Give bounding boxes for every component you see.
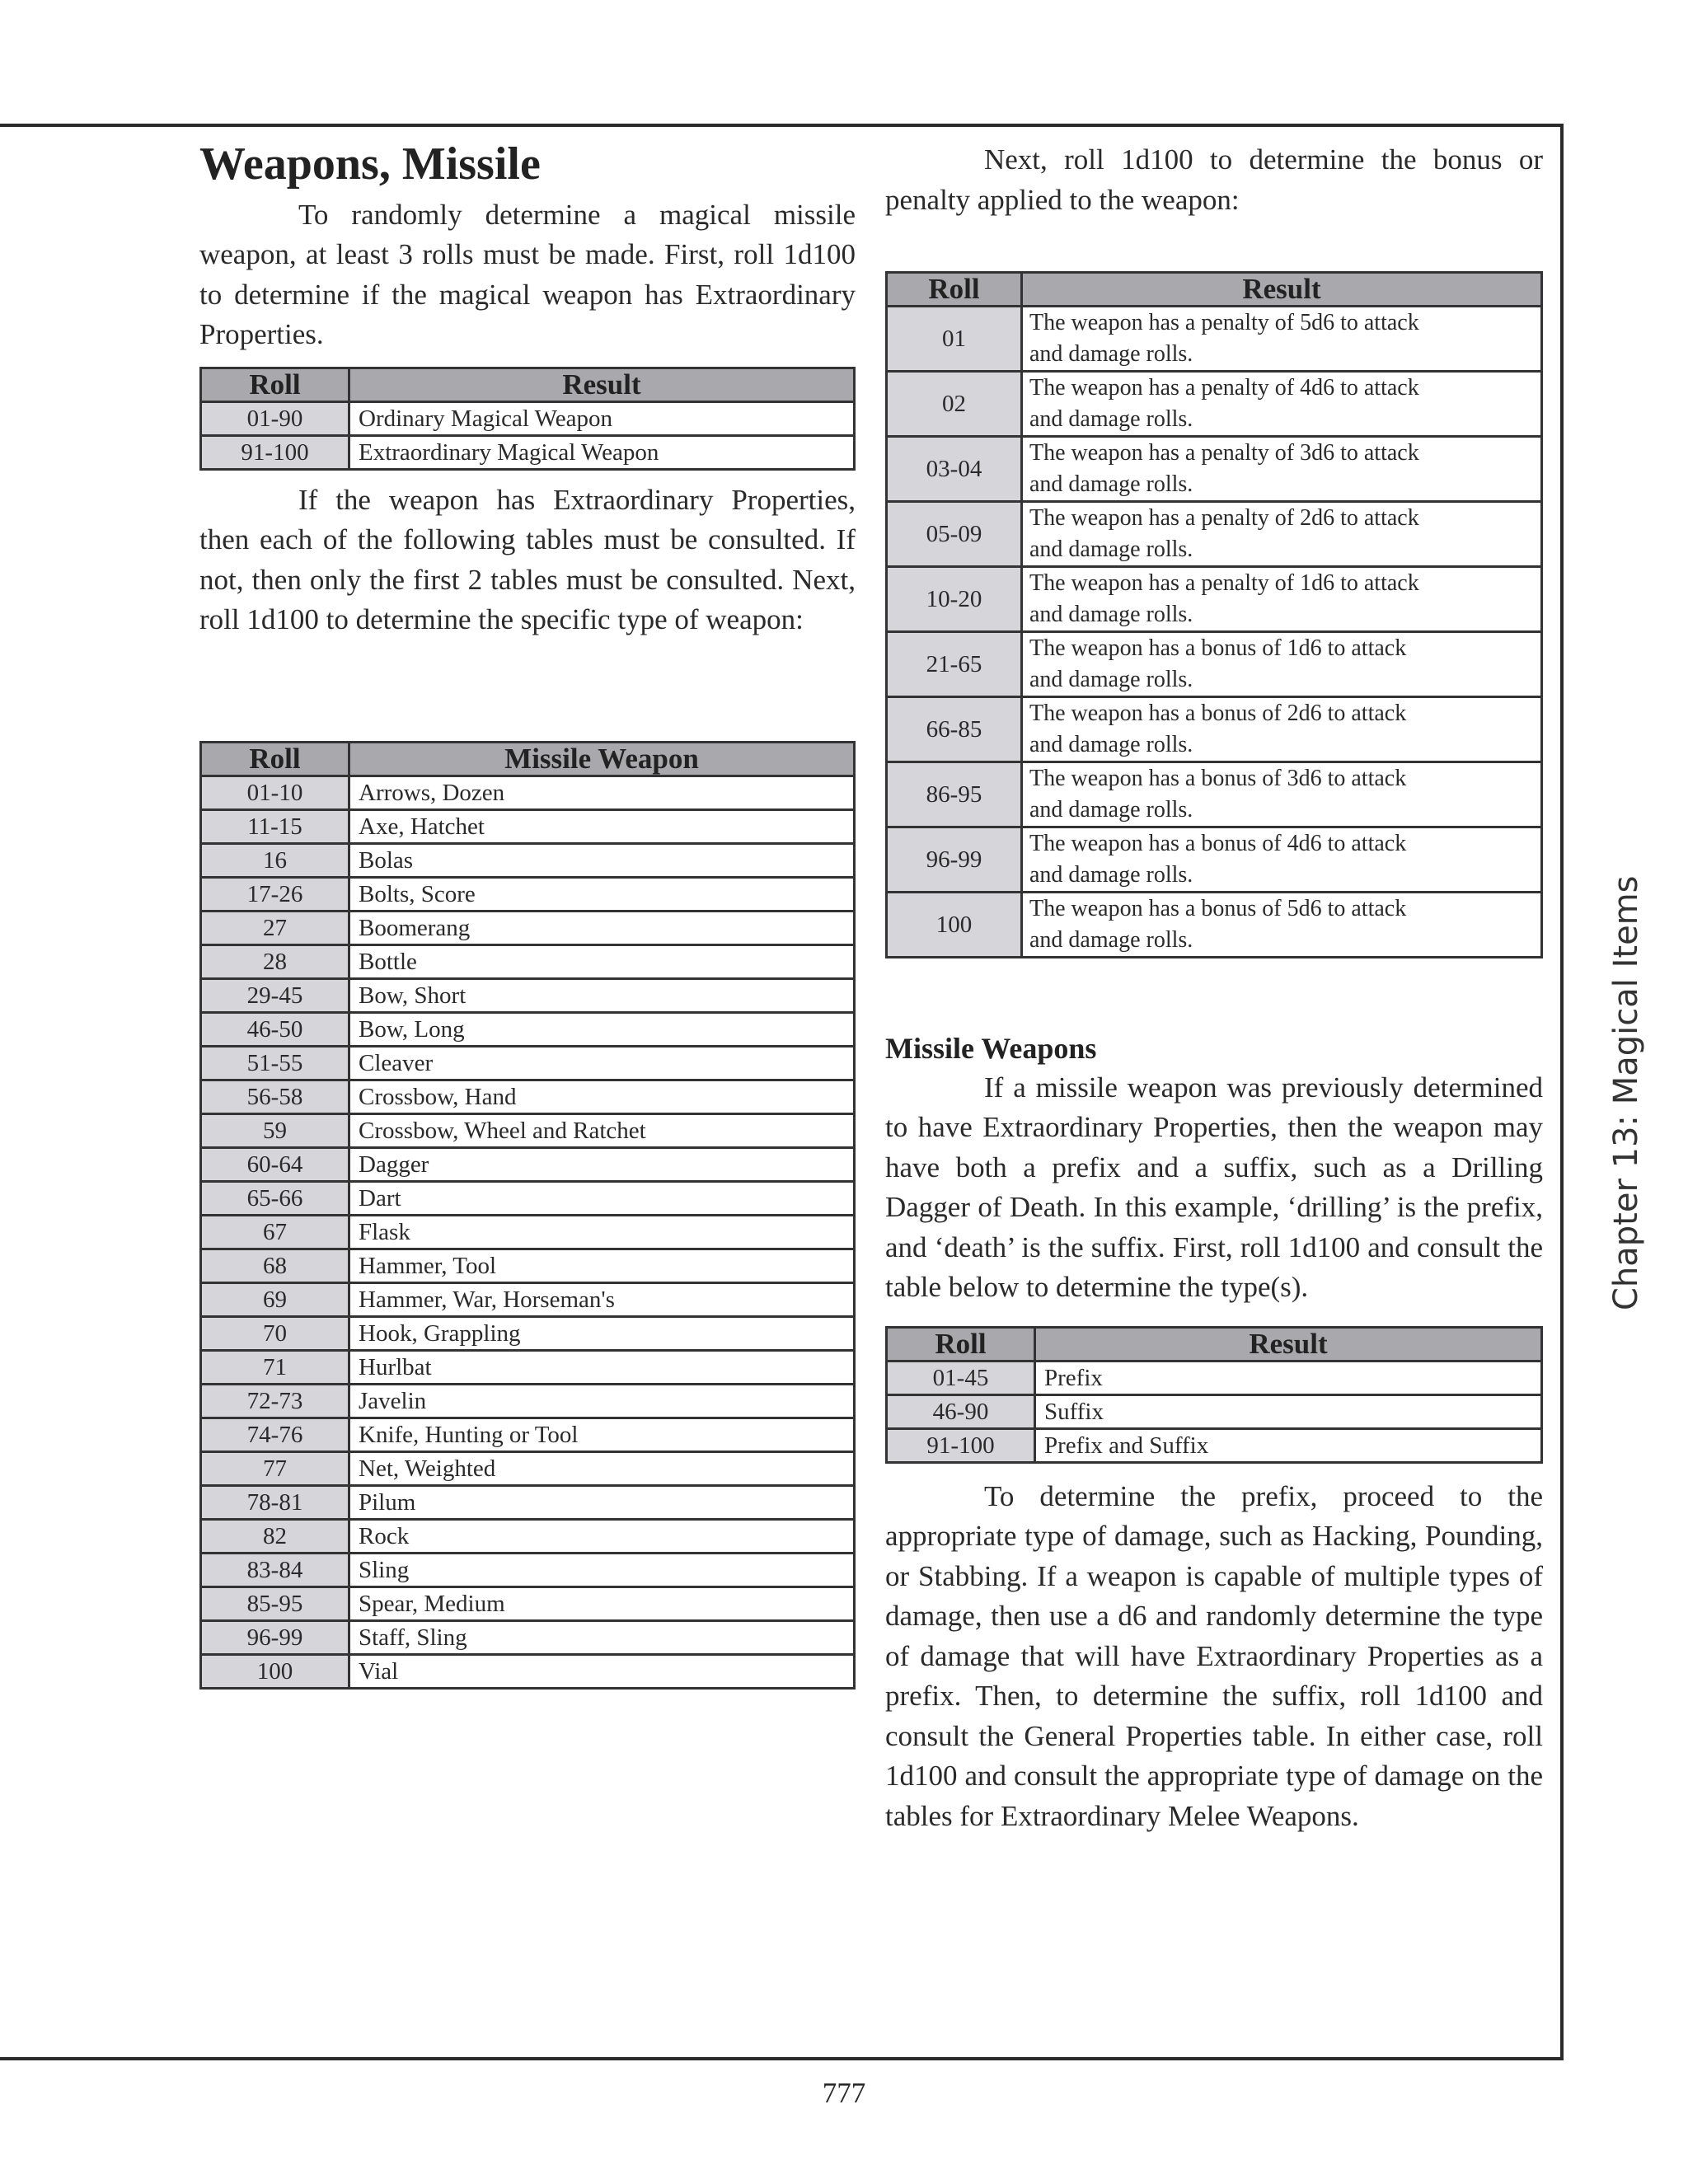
result-cell (1022, 437, 1542, 502)
roll-cell: 11-15 (201, 809, 349, 843)
result-cell: Arrows, Dozen (349, 776, 855, 809)
table-row (201, 1418, 855, 1451)
table-row (201, 1080, 855, 1113)
table-row (887, 1394, 1542, 1428)
roll-cell: 67 (201, 1215, 349, 1249)
table-row (201, 1249, 855, 1282)
bonus-penalty-table (885, 271, 1543, 958)
result-cell: Suffix (1035, 1394, 1542, 1428)
table-row (201, 1316, 855, 1350)
consult-text: If the weapon has Extraordinary Properties, then each of the following tables must be consulted. If not, then only the first 2 tables must be consulted. Next, roll 1d100 to determine the specific type of weapon: (199, 483, 856, 636)
result-line-1: The weapon has a bonus of 4d6 to attack (1029, 831, 1407, 856)
result-line-1: The weapon has a penalty of 4d6 to attack (1029, 375, 1419, 401)
table-row (201, 776, 855, 809)
roll-cell: 21-65 (887, 632, 1022, 697)
determine-prefix-paragraph (885, 1477, 1543, 1837)
result-line-2: and damage rolls. (1029, 862, 1193, 888)
result-cell (1022, 893, 1542, 958)
result-cell (1022, 827, 1542, 893)
result-line-2: and damage rolls. (1029, 537, 1193, 562)
table-row (201, 1215, 855, 1249)
table-row (201, 1181, 855, 1215)
roll-cell: 60-64 (201, 1147, 349, 1181)
roll-cell: 71 (201, 1350, 349, 1384)
table-header-roll: Roll (887, 1327, 1035, 1361)
roll-cell: 59 (201, 1113, 349, 1147)
result-line-1: The weapon has a bonus of 2d6 to attack (1029, 701, 1407, 726)
table-row (201, 1586, 855, 1620)
bonus-intro-text: Next, roll 1d100 to determine the bonus or penalty applied to the weapon: (885, 143, 1543, 216)
result-cell: Javelin (349, 1384, 855, 1418)
table-row (887, 893, 1542, 958)
chapter-sidebar-label: Chapter 13: Magical Items (1607, 875, 1645, 1310)
table-header-roll: Roll (887, 273, 1022, 307)
result-line-2: and damage rolls. (1029, 471, 1193, 497)
table-row (201, 1046, 855, 1080)
result-cell: Prefix and Suffix (1035, 1428, 1542, 1462)
table-header-result: Result (1035, 1327, 1542, 1361)
result-line-2: and damage rolls. (1029, 667, 1193, 692)
table-row (201, 401, 855, 435)
table-row (887, 632, 1542, 697)
table-row (201, 1620, 855, 1654)
roll-cell: 27 (201, 911, 349, 944)
result-cell (1022, 307, 1542, 372)
result-cell: Bow, Short (349, 978, 855, 1012)
table-row (201, 911, 855, 944)
table-header-roll: Roll (201, 742, 349, 776)
bonus-intro-paragraph (885, 140, 1543, 220)
roll-cell: 96-99 (887, 827, 1022, 893)
table-row (201, 435, 855, 469)
result-line-1: The weapon has a bonus of 3d6 to attack (1029, 766, 1407, 791)
roll-cell: 28 (201, 944, 349, 978)
table-row (887, 827, 1542, 893)
table-row (201, 1384, 855, 1418)
result-cell: Bolts, Score (349, 877, 855, 911)
table-row (201, 1519, 855, 1553)
roll-cell: 74-76 (201, 1418, 349, 1451)
result-line-1: The weapon has a penalty of 3d6 to attack (1029, 440, 1419, 466)
result-cell (1022, 697, 1542, 762)
result-cell: Extraordinary Magical Weapon (349, 435, 855, 469)
result-line-2: and damage rolls. (1029, 797, 1193, 823)
result-cell: Hurlbat (349, 1350, 855, 1384)
prefix-suffix-table (885, 1326, 1543, 1464)
table-row (201, 1553, 855, 1586)
table-header-weapon: Missile Weapon (349, 742, 855, 776)
roll-cell: 17-26 (201, 877, 349, 911)
table-row (201, 944, 855, 978)
result-cell: Crossbow, Hand (349, 1080, 855, 1113)
table-row (887, 502, 1542, 567)
roll-cell: 05-09 (887, 502, 1022, 567)
roll-cell: 01-10 (201, 776, 349, 809)
result-cell: Hammer, Tool (349, 1249, 855, 1282)
result-cell: Vial (349, 1654, 855, 1688)
roll-cell: 03-04 (887, 437, 1022, 502)
roll-cell: 51-55 (201, 1046, 349, 1080)
result-cell: Sling (349, 1553, 855, 1586)
roll-cell: 16 (201, 843, 349, 877)
roll-cell: 01-45 (887, 1361, 1035, 1394)
result-cell: Staff, Sling (349, 1620, 855, 1654)
result-line-2: and damage rolls. (1029, 406, 1193, 432)
result-cell: Spear, Medium (349, 1586, 855, 1620)
table-row (887, 372, 1542, 437)
roll-cell: 65-66 (201, 1181, 349, 1215)
consult-paragraph (199, 480, 856, 640)
roll-cell: 91-100 (201, 435, 349, 469)
table-row (201, 978, 855, 1012)
roll-cell: 100 (887, 893, 1022, 958)
table-row (887, 1361, 1542, 1394)
prefix-suffix-paragraph (885, 1068, 1543, 1308)
roll-cell: 77 (201, 1451, 349, 1485)
roll-cell: 46-50 (201, 1012, 349, 1046)
roll-cell: 72-73 (201, 1384, 349, 1418)
table-header-result: Result (1022, 273, 1542, 307)
result-cell: Prefix (1035, 1361, 1542, 1394)
result-cell (1022, 762, 1542, 827)
result-line-2: and damage rolls. (1029, 927, 1193, 953)
missile-weapons-subheading: Missile Weapons (885, 1032, 1097, 1065)
roll-cell: 91-100 (887, 1428, 1035, 1462)
roll-cell: 02 (887, 372, 1022, 437)
roll-cell: 96-99 (201, 1620, 349, 1654)
table-row (887, 567, 1542, 632)
result-line-2: and damage rolls. (1029, 341, 1193, 367)
table-row (201, 1350, 855, 1384)
prefix-suffix-text: If a missile weapon was previously determined to have Extraordinary Properties, then the weapon may have both a prefix and a suffix, such as a Drilling Dagger of Death. In this example, ‘drilling’ is the prefix, and ‘death’ is the suffix. First, roll 1d100 and consult the table below to determine the type(s). (885, 1071, 1543, 1304)
result-line-1: The weapon has a bonus of 1d6 to attack (1029, 635, 1407, 661)
roll-cell: 100 (201, 1654, 349, 1688)
result-cell: Crossbow, Wheel and Ratchet (349, 1113, 855, 1147)
roll-cell: 68 (201, 1249, 349, 1282)
result-cell: Bottle (349, 944, 855, 978)
result-line-1: The weapon has a penalty of 1d6 to attack (1029, 570, 1419, 596)
table-row (201, 843, 855, 877)
result-cell: Dart (349, 1181, 855, 1215)
result-cell: Rock (349, 1519, 855, 1553)
roll-cell: 46-90 (887, 1394, 1035, 1428)
result-cell (1022, 567, 1542, 632)
result-cell: Bolas (349, 843, 855, 877)
roll-cell: 82 (201, 1519, 349, 1553)
table-row (201, 1147, 855, 1181)
determine-prefix-text: To determine the prefix, proceed to the appropriate type of damage, such as Hacking, Pounding, or Stabbing. If a weapon is capable of multiple types of damage, then use a d6 and randomly determine the type of damage that will have Extraordinary Properties as a prefix. Then, to determine the suffix, roll 1d100 and consult the General Properties table. In either case, roll 1d100 and consult the appropriate type of damage on the tables for Extraordinary Melee Weapons. (885, 1479, 1543, 1832)
table-row (201, 1654, 855, 1688)
roll-cell: 85-95 (201, 1586, 349, 1620)
table-row (887, 1428, 1542, 1462)
roll-cell: 83-84 (201, 1553, 349, 1586)
table-row (887, 307, 1542, 372)
result-cell: Pilum (349, 1485, 855, 1519)
frame-right-rule (1560, 124, 1564, 2060)
section-heading: Weapons, Missile (199, 138, 541, 190)
result-line-1: The weapon has a penalty of 2d6 to attack (1029, 505, 1419, 531)
table-row (201, 1451, 855, 1485)
result-cell: Ordinary Magical Weapon (349, 401, 855, 435)
table-row (201, 1012, 855, 1046)
table-row (201, 1113, 855, 1147)
result-cell: Bow, Long (349, 1012, 855, 1046)
result-cell (1022, 502, 1542, 567)
result-line-1: The weapon has a bonus of 5d6 to attack (1029, 896, 1407, 921)
result-cell: Hook, Grappling (349, 1316, 855, 1350)
table-row (201, 809, 855, 843)
result-cell (1022, 632, 1542, 697)
roll-cell: 69 (201, 1282, 349, 1316)
result-cell: Dagger (349, 1147, 855, 1181)
result-cell: Knife, Hunting or Tool (349, 1418, 855, 1451)
table-row (201, 1485, 855, 1519)
frame-bottom-rule (0, 2057, 1564, 2060)
result-cell: Boomerang (349, 911, 855, 944)
result-cell: Cleaver (349, 1046, 855, 1080)
table-row (887, 697, 1542, 762)
roll-cell: 66-85 (887, 697, 1022, 762)
roll-cell: 10-20 (887, 567, 1022, 632)
table-row (887, 437, 1542, 502)
roll-cell: 01 (887, 307, 1022, 372)
page-number: 777 (822, 2077, 866, 2109)
frame-top-rule (0, 124, 1564, 127)
right-column (885, 140, 1543, 1836)
table-header-result: Result (349, 368, 855, 401)
roll-cell: 78-81 (201, 1485, 349, 1519)
table-row (201, 1282, 855, 1316)
roll-cell: 29-45 (201, 978, 349, 1012)
extraordinary-table (199, 367, 856, 471)
result-line-2: and damage rolls. (1029, 602, 1193, 627)
intro-paragraph (199, 195, 856, 355)
table-row (201, 877, 855, 911)
result-cell: Axe, Hatchet (349, 809, 855, 843)
intro-text: To randomly determine a magical missile weapon, at least 3 rolls must be made. First, roll 1d100 to determine if the magical weapon has Extraordinary Properties. (199, 198, 856, 351)
roll-cell: 56-58 (201, 1080, 349, 1113)
table-row (887, 762, 1542, 827)
missile-weapon-table (199, 741, 856, 1690)
roll-cell: 86-95 (887, 762, 1022, 827)
result-line-2: and damage rolls. (1029, 732, 1193, 757)
result-cell: Net, Weighted (349, 1451, 855, 1485)
table-header-roll: Roll (201, 368, 349, 401)
result-line-1: The weapon has a penalty of 5d6 to attack (1029, 310, 1419, 335)
result-cell: Flask (349, 1215, 855, 1249)
result-cell: Hammer, War, Horseman's (349, 1282, 855, 1316)
roll-cell: 01-90 (201, 401, 349, 435)
roll-cell: 70 (201, 1316, 349, 1350)
left-column (199, 140, 856, 1690)
result-cell (1022, 372, 1542, 437)
